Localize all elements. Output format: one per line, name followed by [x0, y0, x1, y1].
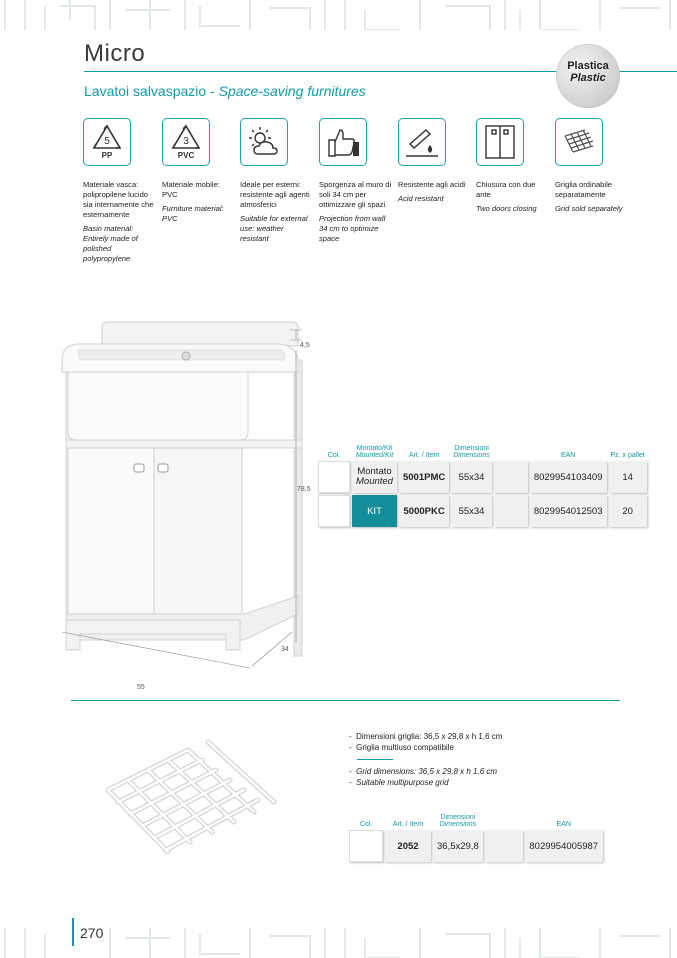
grid-info-it-line: - Dimensioni griglia: 36,5 x 29,8 x h 1,6 cm	[349, 732, 503, 741]
pallet-header: Pz. x pallet	[610, 452, 645, 459]
feature-text-it: Resistente agli acidi	[398, 180, 466, 189]
weather-icon	[240, 118, 288, 166]
color-swatch	[318, 461, 350, 493]
subtitle-en: Space-saving furnitures	[218, 83, 366, 99]
product-image	[54, 320, 324, 690]
dim-width: 55	[137, 684, 145, 691]
table-row	[318, 461, 647, 493]
feature-furniture-material	[162, 118, 236, 224]
blank-cell	[494, 461, 528, 493]
ean-cell: 8029954005987	[525, 830, 603, 862]
art-header: Art. / Item	[392, 821, 424, 828]
decorative-header-strip	[0, 0, 677, 30]
art-cell: 5000PKC	[399, 495, 449, 527]
ean-cell: 8029954103409	[530, 461, 607, 493]
dim-depth: 34	[281, 646, 289, 653]
col-header: Col.	[359, 821, 373, 828]
dim-cell: 36,5x29,8	[433, 830, 483, 862]
ean-header: EAN	[560, 452, 576, 459]
two-doors-icon	[476, 118, 524, 166]
feature-text-it: Griglia ordinabile separatamente	[555, 180, 612, 199]
grid-info-it-line: - Griglia multiuso compatibile	[349, 743, 454, 752]
dim-header: Dimensioni Dimensions	[439, 814, 477, 828]
feature-text-it: Chiusura con due ante	[476, 180, 536, 199]
grid-info-en-line: - Suitable multipurpose grid	[349, 778, 449, 787]
feature-text-en: Two doors closing	[476, 204, 537, 213]
feature-acid	[398, 118, 472, 204]
page-title: Micro	[84, 40, 146, 67]
art-cell: 2052	[385, 830, 431, 862]
feature-text-en: Grid sold separately	[555, 204, 623, 213]
feature-text-en: Projection from wall 34 cm to optimize space	[319, 214, 386, 243]
feature-text-it: Materiale vasca: polipropilene lucido sia internamente che esternamente	[83, 180, 154, 219]
acid-icon	[398, 118, 446, 166]
feature-outdoor	[240, 118, 314, 244]
dim-cell: 55x34	[451, 495, 492, 527]
dim-header: Dimensioni Dimensions	[453, 445, 490, 459]
grid-table	[347, 812, 605, 864]
recycle-pvc-number: 3	[183, 136, 189, 147]
pallet-cell: 14	[609, 461, 647, 493]
feature-doors	[476, 118, 550, 214]
badge-label-it: Plastica	[567, 60, 609, 72]
page-subtitle	[84, 83, 366, 99]
dim-cell: 55x34	[451, 461, 492, 493]
section-divider	[71, 700, 620, 701]
feature-text-it: Sporgenza al muro di soli 34 cm per ottimizzare gli spazi	[319, 180, 392, 209]
recycle-pvc-icon	[162, 118, 210, 166]
grid-description	[349, 731, 502, 788]
page-number-bar	[72, 918, 74, 946]
grid-info-separator	[357, 759, 393, 760]
blank-header	[485, 814, 523, 828]
ean-header: EAN	[556, 821, 571, 828]
feature-text-en: Suitable for external use: weather resistant	[240, 214, 308, 243]
feature-text-en: Furniture material: PVC	[162, 204, 224, 223]
recycle-pp-code: PP	[101, 151, 113, 160]
table-row	[318, 495, 647, 527]
blank-header	[494, 445, 528, 459]
art-header: Art. / Item	[408, 452, 440, 459]
kit-cell: KIT	[352, 495, 397, 527]
subtitle-it: Lavatoi salvaspazio	[84, 83, 207, 99]
subtitle-separator: -	[206, 83, 219, 99]
badge-label-en: Plastic	[570, 72, 606, 84]
pallet-cell: 20	[609, 495, 647, 527]
material-badge	[556, 44, 620, 108]
blank-cell	[485, 830, 523, 862]
table-row	[349, 830, 603, 862]
ean-cell: 8029954012503	[530, 495, 607, 527]
grid-icon	[555, 118, 603, 166]
mk-header: Montato/Kit Mounted/Kit	[355, 445, 394, 459]
color-swatch	[349, 830, 383, 862]
col-header: Col.	[327, 452, 341, 459]
feature-text-it: Ideale per esterni: resistente agli agenti atmosferici	[240, 180, 310, 209]
thumb-up-icon	[319, 118, 367, 166]
recycle-pp-icon	[83, 118, 131, 166]
dim-top: 4,5	[300, 342, 310, 349]
color-swatch	[318, 495, 350, 527]
page-number: 270	[80, 925, 104, 941]
blank-cell	[494, 495, 528, 527]
recycle-pvc-code: PVC	[177, 151, 195, 160]
feature-basin-material	[83, 118, 157, 264]
feature-projection	[319, 118, 393, 244]
art-cell: 5001PMC	[399, 461, 449, 493]
feature-text-en: Acid resistant	[398, 194, 444, 203]
table-header	[349, 814, 603, 828]
product-table	[316, 443, 649, 529]
feature-text-en: Basin material: Entirely made of polished polypropylene	[83, 224, 138, 263]
recycle-pp-number: 5	[104, 136, 110, 147]
dim-height: 78,5	[297, 486, 311, 493]
table-header	[318, 445, 647, 459]
feature-grid	[555, 118, 629, 214]
mk-cell: Montato Mounted	[352, 461, 397, 493]
grid-info-en-line: - Grid dimensions: 36,5 x 29,8 x h 1,6 cm	[349, 767, 498, 776]
grid-accessory-image	[98, 730, 298, 870]
feature-text-it: Materiale mobile: PVC	[162, 180, 220, 199]
